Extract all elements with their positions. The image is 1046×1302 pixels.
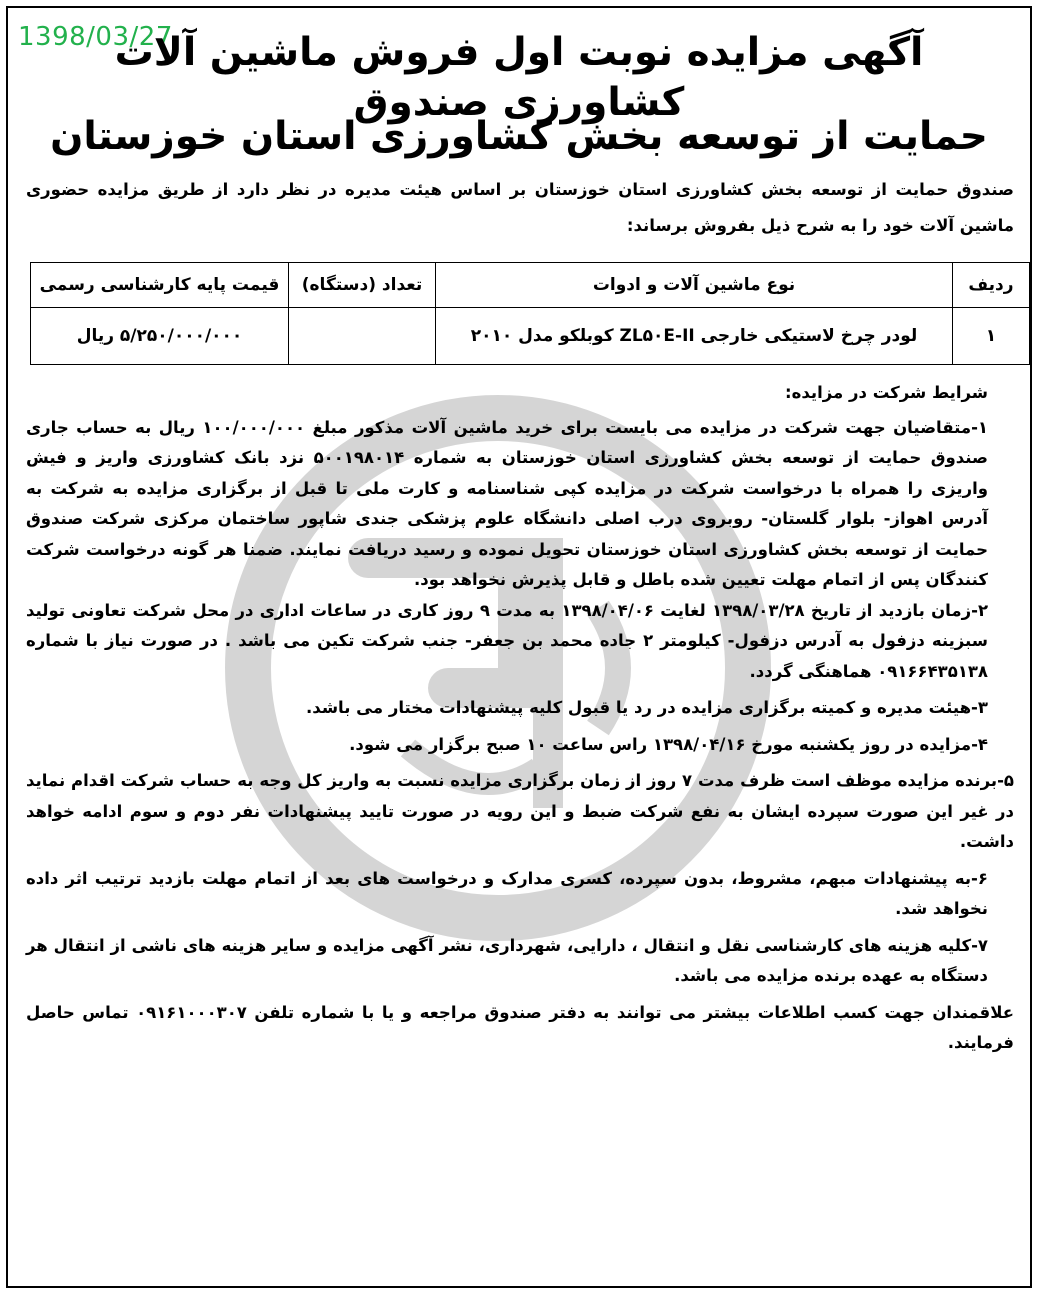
table-header-row bbox=[31, 263, 1030, 308]
table-row bbox=[31, 308, 1030, 365]
notice-title-line-2: حمایت از توسعه بخش کشاورزی استان خوزستان bbox=[50, 114, 988, 159]
closing-paragraph: علاقمندان جهت کسب اطلاعات بیشتر می توانند به دفتر صندوق مراجعه و یا با شماره تلفن ۰۹۱۶۱۰۰۰۳۰۷ تماس حاصل فرمایند. bbox=[26, 1002, 1015, 1052]
conditions-heading: شرایط شرکت در مزایده: bbox=[785, 383, 988, 402]
cell-row-number: ۱ bbox=[953, 308, 1030, 365]
condition-item-4: ۴-مزایده در روز یکشنبه مورخ ۱۳۹۸/۰۴/۱۶ راس ساعت ۱۰ صبح برگزار می شود. bbox=[349, 734, 988, 754]
cell-count bbox=[289, 308, 436, 365]
header-count: تعداد (دستگاه) bbox=[289, 263, 436, 308]
condition-item-5: ۵-برنده مزایده موظف است ظرف مدت ۷ روز از زمان برگزاری مزایده نسبت به واریز کل وجه به حساب شرکت اقدام نماید در غیر این صورت سپرده ایشان به نفع شرکت ضبط و این رویه در صورت تایید پیشنهادات نفر دوم و سوم ادامه خواهد داشت. bbox=[26, 771, 1014, 851]
intro-paragraph: صندوق حمایت از توسعه بخش کشاورزی استان خوزستان بر اساس هیئت مدیره در نظر دارد از طریق مزایده حضوری ماشین آلات خود را به شرح ذیل بفروش برساند: bbox=[26, 180, 1014, 235]
condition-item-1: ۱-متقاضیان جهت شرکت در مزایده می بایست برای خرید ماشین آلات مذکور مبلغ ۱۰۰/۰۰۰/۰۰۰ ریال به حساب جاری صندوق حمایت از توسعه بخش کشاورزی استان خوزستان به شماره ۵۰۰۱۹۸۰۱۴ نزد بانک کشاورزی واریز و فیش واریزی را همراه با درخواست شرکت در مزایده کپی شناسنامه و کارت ملی تا قبل از برگزاری مزایده به شرکت به آدرس اهواز- بلوار گلستان- روبروی درب اصلی دانشگاه علوم پزشکی جندی شاپور ساختمان مرکزی شرکت صندوق حمایت از توسعه بخش کشاورزی استان خوزستان تحویل نموده و رسید دریافت نمایند. ضمنا هر گونه درخواست شرکت کنندگان پس از اتمام مهلت تعیین شده باطل و قابل پذیرش نخواهد بود. bbox=[26, 417, 988, 589]
condition-item-2: ۲-زمان بازدید از تاریخ ۱۳۹۸/۰۳/۲۸ لغایت ۱۳۹۸/۰۴/۰۶ به مدت ۹ روز کاری در ساعات اداری در محل شرکت تعاونی تولید سبزینه دزفول به آدرس دزفول- کیلومتر ۲ جاده محمد بن جعفر- جنب شرکت تکین می باشد . در صورت نیاز با شماره ۰۹۱۶۶۴۳۵۱۳۸ هماهنگی گردد. bbox=[26, 600, 989, 681]
cell-machine-type: لودر چرخ لاستیکی خارجی ZL۵۰E-II کوبلکو مدل ۲۰۱۰ bbox=[436, 308, 953, 365]
notice-title-line-1: آگهی مزایده نوبت اول فروش ماشین آلات کشاورزی صندوق bbox=[114, 30, 924, 125]
condition-item-6: ۶-به پیشنهادات مبهم، مشروط، بدون سپرده، کسری مدارک و درخواست های بعد از اتمام مهلت بازدید ترتیب اثر داده نخواهد شد. bbox=[26, 868, 988, 918]
condition-item-7: ۷-کلیه هزینه های کارشناسی نقل و انتقال ، دارایی، شهرداری، نشر آگهی مزایده و سایر هزینه های ناشی از انتقال هر دستگاه به عهده برنده مزایده می باشد. bbox=[26, 935, 988, 985]
header-row-number: ردیف bbox=[953, 263, 1030, 308]
machinery-table bbox=[30, 262, 1030, 365]
header-machine-type: نوع ماشین آلات و ادوات bbox=[436, 263, 953, 308]
date-stamp: 1398/03/27 bbox=[18, 22, 173, 52]
condition-item-3: ۳-هیئت مدیره و کمیته برگزاری مزایده در رد یا قبول کلیه پیشنهادات مختار می باشد. bbox=[306, 698, 988, 717]
conditions-section bbox=[26, 378, 1014, 1059]
header-base-price: قیمت پایه کارشناسی رسمی bbox=[31, 263, 289, 308]
cell-base-price: ۵/۲۵۰/۰۰۰/۰۰۰ ریال bbox=[31, 308, 289, 365]
notice-page bbox=[6, 6, 1032, 1288]
